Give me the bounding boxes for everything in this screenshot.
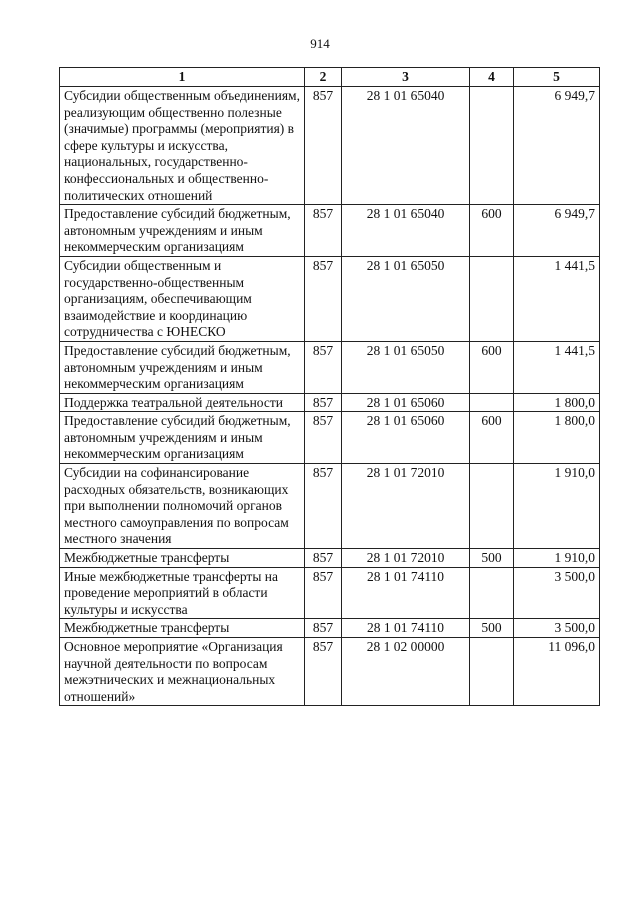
cell-amount: 1 800,0: [514, 412, 600, 464]
cell-ministry-code: 857: [305, 341, 342, 393]
cell-name: Субсидии общественным объединениям, реализующим общественно полезные (значимые) программы (мероприятия) в сфере культуры и искусства, национальных, государственно-конфессиональных и общественно-политических отношений: [60, 87, 305, 205]
cell-amount: 1 800,0: [514, 393, 600, 412]
cell-expense-type: 500: [470, 549, 514, 568]
table-body: [60, 87, 600, 706]
cell-name: Иные межбюджетные трансферты на проведение мероприятий в области культуры и искусства: [60, 567, 305, 619]
cell-amount: 1 441,5: [514, 256, 600, 341]
cell-name: Предоставление субсидий бюджетным, автономным учреждениям и иным некоммерческим организациям: [60, 412, 305, 464]
cell-ministry-code: 857: [305, 549, 342, 568]
cell-ministry-code: 857: [305, 638, 342, 706]
column-header-4: 4: [470, 68, 514, 87]
cell-amount: 3 500,0: [514, 619, 600, 638]
table-row: [60, 619, 600, 638]
cell-amount: 6 949,7: [514, 87, 600, 205]
cell-article-code: 28 1 01 65050: [342, 341, 470, 393]
cell-expense-type: [470, 87, 514, 205]
table-row: [60, 205, 600, 257]
cell-expense-type: [470, 638, 514, 706]
cell-article-code: 28 1 01 72010: [342, 464, 470, 549]
cell-expense-type: 600: [470, 205, 514, 257]
table-row: [60, 549, 600, 568]
cell-amount: 1 910,0: [514, 464, 600, 549]
cell-ministry-code: 857: [305, 464, 342, 549]
table-row: [60, 87, 600, 205]
cell-name: Субсидии на софинансирование расходных обязательств, возникающих при выполнении полномочий органов местного самоуправления по вопросам местного значения: [60, 464, 305, 549]
table-row: [60, 412, 600, 464]
cell-article-code: 28 1 01 65060: [342, 393, 470, 412]
cell-ministry-code: 857: [305, 205, 342, 257]
page-number: 914: [310, 36, 330, 51]
column-header-2: 2: [305, 68, 342, 87]
cell-name: Предоставление субсидий бюджетным, автономным учреждениям и иным некоммерческим организациям: [60, 341, 305, 393]
cell-amount: 11 096,0: [514, 638, 600, 706]
table-row: [60, 341, 600, 393]
cell-expense-type: 600: [470, 412, 514, 464]
cell-expense-type: [470, 464, 514, 549]
cell-ministry-code: 857: [305, 619, 342, 638]
cell-article-code: 28 1 01 74110: [342, 567, 470, 619]
cell-ministry-code: 857: [305, 393, 342, 412]
cell-name: Межбюджетные трансферты: [60, 619, 305, 638]
cell-name: Поддержка театральной деятельности: [60, 393, 305, 412]
cell-article-code: 28 1 01 72010: [342, 549, 470, 568]
table-row: [60, 464, 600, 549]
cell-amount: 1 910,0: [514, 549, 600, 568]
cell-amount: 3 500,0: [514, 567, 600, 619]
cell-article-code: 28 1 01 65060: [342, 412, 470, 464]
cell-expense-type: [470, 393, 514, 412]
cell-expense-type: 500: [470, 619, 514, 638]
cell-ministry-code: 857: [305, 567, 342, 619]
cell-amount: 6 949,7: [514, 205, 600, 257]
column-header-1: 1: [60, 68, 305, 87]
cell-article-code: 28 1 01 65050: [342, 256, 470, 341]
table-row: [60, 393, 600, 412]
cell-ministry-code: 857: [305, 256, 342, 341]
table-header-row: [60, 68, 600, 87]
cell-name: Субсидии общественным и государственно-общественным организациям, обеспечивающим взаимодействие и координацию сотрудничества с ЮНЕСКО: [60, 256, 305, 341]
cell-expense-type: [470, 256, 514, 341]
table-row: [60, 256, 600, 341]
cell-article-code: 28 1 02 00000: [342, 638, 470, 706]
column-header-5: 5: [514, 68, 600, 87]
cell-article-code: 28 1 01 65040: [342, 87, 470, 205]
cell-expense-type: 600: [470, 341, 514, 393]
table-row: [60, 638, 600, 706]
table-row: [60, 567, 600, 619]
cell-name: Межбюджетные трансферты: [60, 549, 305, 568]
cell-name: Предоставление субсидий бюджетным, автономным учреждениям и иным некоммерческим организациям: [60, 205, 305, 257]
cell-ministry-code: 857: [305, 412, 342, 464]
budget-table: [59, 67, 600, 706]
cell-ministry-code: 857: [305, 87, 342, 205]
cell-article-code: 28 1 01 65040: [342, 205, 470, 257]
cell-name: Основное мероприятие «Организация научной деятельности по вопросам межэтнических и межнациональных отношений»: [60, 638, 305, 706]
column-header-3: 3: [342, 68, 470, 87]
cell-amount: 1 441,5: [514, 341, 600, 393]
cell-article-code: 28 1 01 74110: [342, 619, 470, 638]
cell-expense-type: [470, 567, 514, 619]
